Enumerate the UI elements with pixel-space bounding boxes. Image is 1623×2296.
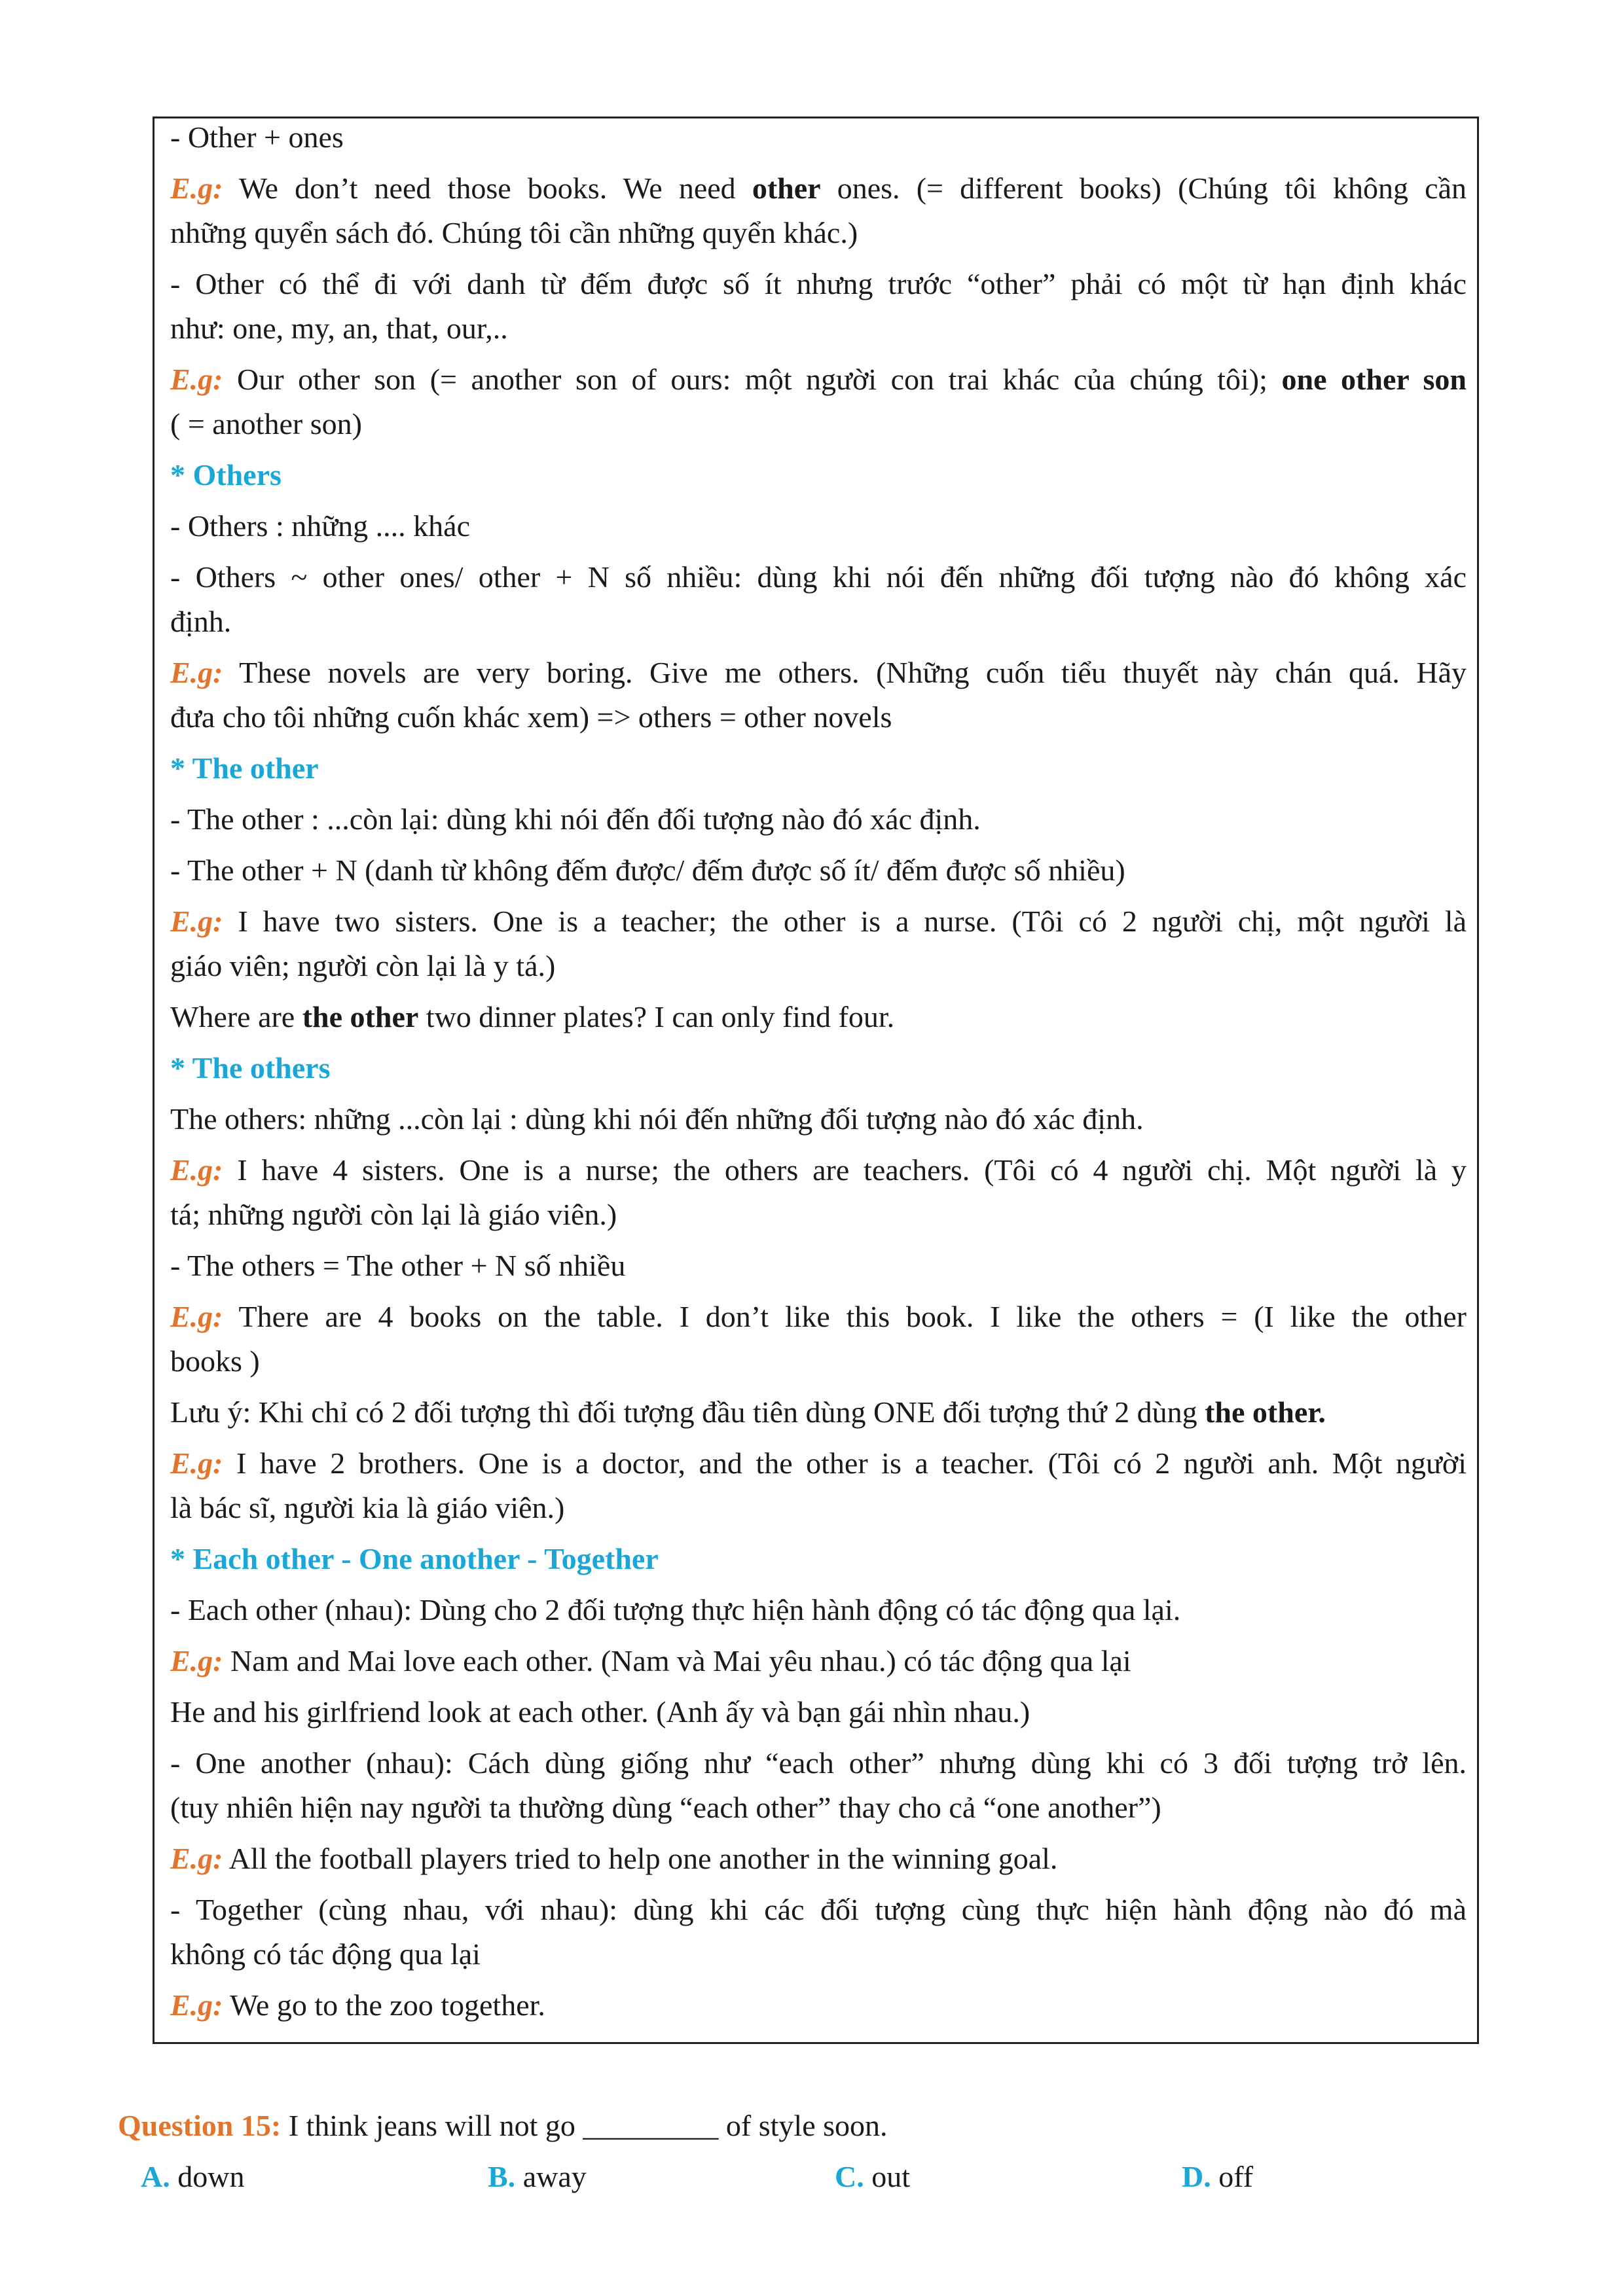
- section-heading-others: * Others: [170, 458, 282, 492]
- example-line: E.g: I have 2 brothers. One is a doctor, and the other is a teacher. (Tôi có 2 người anh. Một người: [170, 1446, 1467, 1480]
- eg-label: E.g:: [170, 171, 223, 205]
- text-line: - Others : những .... khác: [170, 509, 471, 543]
- text-line: The others: những ...còn lại : dùng khi nói đến những đối tượng nào đó xác định.: [170, 1102, 1144, 1136]
- eg-label: E.g:: [170, 363, 223, 396]
- example-line: E.g: We go to the zoo together.: [170, 1988, 545, 2022]
- text-line: - Each other (nhau): Dùng cho 2 đối tượng thực hiện hành động có tác động qua lại.: [170, 1593, 1181, 1626]
- example-line: E.g: All the football players tried to help one another in the winning goal.: [170, 1842, 1058, 1875]
- question-stem: Question 15: I think jeans will not go _________ of style soon.: [118, 2109, 888, 2142]
- example-line: E.g: I have two sisters. One is a teacher; the other is a nurse. (Tôi có 2 người chị, một người là: [170, 905, 1467, 938]
- text-line: - The other + N (danh từ không đếm được/ đếm được số ít/ đếm được số nhiều): [170, 853, 1125, 887]
- eg-label: E.g:: [170, 656, 223, 689]
- text-line: không có tác động qua lại: [170, 1937, 481, 1971]
- text-line: He and his girlfriend look at each other. (Anh ấy và bạn gái nhìn nhau.): [170, 1695, 1030, 1729]
- text-line: - Other + ones: [170, 120, 344, 154]
- option-c[interactable]: C. out: [835, 2160, 911, 2193]
- text-line: đưa cho tôi những cuốn khác xem) => others = other novels: [170, 700, 892, 734]
- text-line: - Other có thể đi với danh từ đếm được số ít nhưng trước “other” phải có một từ hạn định khác: [170, 267, 1467, 300]
- text-line: - The others = The other + N số nhiều: [170, 1249, 626, 1282]
- text-line: như: one, my, an, that, our,..: [170, 312, 508, 345]
- eg-label: E.g:: [170, 1988, 223, 2022]
- question-label: Question 15:: [118, 2109, 282, 2142]
- example-line: E.g: We don’t need those books. We need other ones. (= different books) (Chúng tôi không cần: [170, 171, 1467, 205]
- eg-label: E.g:: [170, 1446, 223, 1480]
- text-line: (tuy nhiên hiện nay người ta thường dùng “each other” thay cho cả “one another”): [170, 1791, 1161, 1824]
- text-line: - One another (nhau): Cách dùng giống như “each other” nhưng dùng khi có 3 đối tượng trở lên.: [170, 1746, 1467, 1780]
- section-heading-the-others: * The others: [170, 1051, 331, 1085]
- eg-label: E.g:: [170, 1153, 223, 1187]
- text-line: - Others ~ other ones/ other + N số nhiều: dùng khi nói đến những đối tượng nào đó không xác: [170, 560, 1467, 594]
- text-line: - Together (cùng nhau, với nhau): dùng khi các đối tượng cùng thực hiện hành động nào đó mà: [170, 1893, 1467, 1926]
- text-line: ( = another son): [170, 407, 362, 440]
- option-b[interactable]: B. away: [488, 2160, 587, 2193]
- text-line: - The other : ...còn lại: dùng khi nói đến đối tượng nào đó xác định.: [170, 802, 981, 836]
- option-d[interactable]: D. off: [1182, 2160, 1254, 2193]
- example-line: E.g: There are 4 books on the table. I don’t like this book. I like the others = (I like the other: [170, 1300, 1467, 1333]
- example-line: E.g: I have 4 sisters. One is a nurse; the others are teachers. (Tôi có 4 người chị. Một người là y: [170, 1153, 1467, 1187]
- example-line: E.g: Our other son (= another son of ours: một người con trai khác của chúng tôi); one other son: [170, 363, 1467, 396]
- example-line: E.g: These novels are very boring. Give me others. (Những cuốn tiểu thuyết này chán quá. Hãy: [170, 656, 1467, 689]
- example-line: E.g: Nam and Mai love each other. (Nam và Mai yêu nhau.) có tác động qua lại: [170, 1644, 1131, 1677]
- eg-label: E.g:: [170, 1842, 223, 1875]
- eg-label: E.g:: [170, 905, 223, 938]
- text-line: tá; những người còn lại là giáo viên.): [170, 1198, 617, 1231]
- text-line: books ): [170, 1344, 260, 1378]
- text-line: định.: [170, 605, 232, 638]
- section-heading-each-other: * Each other - One another - Together: [170, 1542, 659, 1575]
- text-line: Lưu ý: Khi chỉ có 2 đối tượng thì đối tượng đầu tiên dùng ONE đối tượng thứ 2 dùng the other.: [170, 1395, 1326, 1429]
- text-line: Where are the other two dinner plates? I can only find four.: [170, 1000, 895, 1033]
- text-line: giáo viên; người còn lại là y tá.): [170, 949, 556, 982]
- section-heading-the-other: * The other: [170, 751, 319, 785]
- eg-label: E.g:: [170, 1644, 223, 1677]
- eg-label: E.g:: [170, 1300, 223, 1333]
- text-line: là bác sĩ, người kia là giáo viên.): [170, 1491, 565, 1524]
- option-a[interactable]: A. down: [141, 2160, 245, 2193]
- text-line: những quyển sách đó. Chúng tôi cần những quyển khác.): [170, 216, 858, 249]
